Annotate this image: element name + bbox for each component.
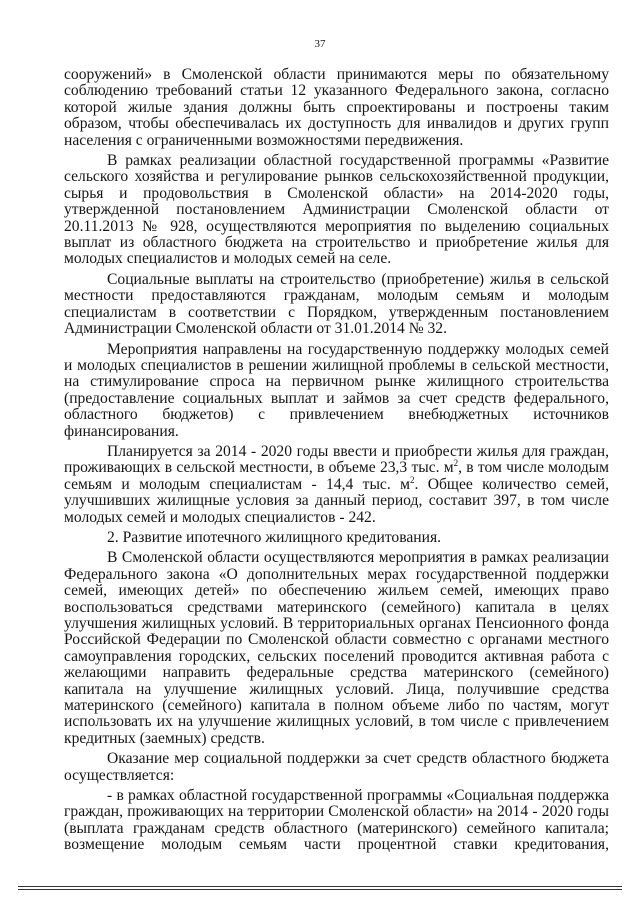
paragraph-accessibility: сооружений» в Смоленской области принимаются меры по обязательному соблюдению требований статьи 12 указанного Федерального закона, согласно которой жилые здания должны быть спроектированы и построены таким образом, чтобы обеспечивалась их доступность для инвалидов и других групп населения с ограниченными возможностями передвижения. xyxy=(64,66,609,149)
page-number: 37 xyxy=(314,38,326,50)
page-body xyxy=(64,67,609,858)
housing-plan-text-2: , в том числе молодым семьям и молодым специалистам - 14,4 тыс. м xyxy=(64,459,609,493)
superscript-square-2: 2 xyxy=(409,474,415,485)
housing-plan-text-3: . Общее количество семей, улучшивших жилищные условия за данный период, составит 397, в том числе молодых семей и молодых специалистов - 242. xyxy=(64,475,609,526)
paragraph-rural-program: В рамках реализации областной государственной программы «Развитие сельского хозяйства и регулирование рынков сельскохозяйственной продукции, сырья и продовольствия в Смоленской области» на 2014-2020 годы, утвержденной постановлением Администрации Смоленской области от 20.11.2013 № 928, осуществляются мероприятия по выделению социальных выплат из областного бюджета на строительство и приобретение жилья для молодых специалистов и молодых семей на селе. xyxy=(64,152,609,268)
paragraph-social-payments: Социальные выплаты на строительство (приобретение) жилья в сельской местности предоставляются гражданам, молодым семьям и молодым специалистам в соответствии с Порядком, утвержденным постановлением Администрации Смоленской области от 31.01.2014 № 32. xyxy=(64,270,609,338)
paragraph-regional-support: Оказание мер социальной поддержки за счет средств областного бюджета осуществляется: xyxy=(64,750,609,784)
paragraph-housing-plan xyxy=(64,444,609,526)
footer-rule xyxy=(18,886,622,890)
superscript-square-1: 2 xyxy=(453,458,459,469)
paragraph-support-measures: Мероприятия направлены на государственную поддержку молодых семей и молодых специалистов в решении жилищной проблемы в сельской местности, на стимулирование спроса на первичном рынке жилищного строительства (предоставление социальных выплат и займов за счет средств федерального, областного бюджетов) с привлечением внебюджетных источников финансирования. xyxy=(64,340,609,440)
section-heading-mortgage: 2. Развитие ипотечного жилищного кредитования. xyxy=(107,528,442,546)
housing-plan-text-1: Планируется за 2014 - 2020 годы ввести и приобрести жилья для граждан, проживающих в сельской местности, в объеме 23,3 тыс. м xyxy=(64,442,609,477)
paragraph-social-program-item: - в рамках областной государственной программы «Социальная поддержка граждан, проживающих на территории Смоленской области» на 2014 - 2020 годы (выплата гражданам средств областного (материнского) семейного капитала; возмещение молодым семьям части процентной ставки кредитования, xyxy=(64,787,609,854)
paragraph-maternity-capital: В Смоленской области осуществляются мероприятия в рамках реализации Федерального закона «О дополнительных мерах государственной поддержки семей, имеющих детей» по обеспечению жильем семей, имеющих право воспользоваться средствами материнского (семейного) капитала в целях улучшения жилищных условий. В территориальных органах Пенсионного фонда Российской Федерации по Смоленской области совместно с органами местного самоуправления городских, сельских поселений проводится активная работа с желающими направить федеральные средства материнского (семейного) капитала на улучшение жилищных условий. Лица, получившие средства материнского (семейного) капитала в полном объеме либо по частям, могут использовать их на улучшение жилищных условий, в том числе с привлечением кредитных (заемных) средств. xyxy=(64,549,609,747)
